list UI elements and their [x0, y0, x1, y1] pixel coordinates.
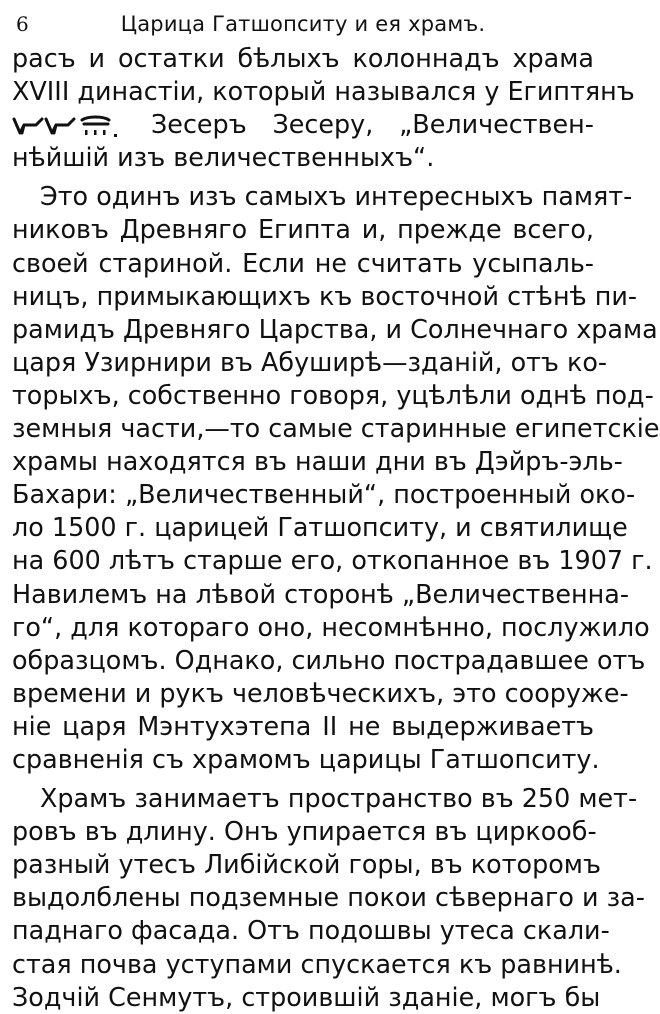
- page-number: 6: [16, 12, 29, 36]
- body-text: [12, 42, 660, 1014]
- page-header: [12, 0, 594, 42]
- text-line: Навилемъ на лѣвой сторонѣ „Величественна-: [12, 578, 630, 609]
- text-line: Зодчiй Сенмутъ, строившiй зданiе, могъ бы: [12, 981, 601, 1012]
- text-line: расъ и остатки бѣлыхъ колоннадъ храма: [12, 43, 594, 73]
- text-line: ницъ, примыкающихъ къ восточной стѣнѣ пи-: [12, 280, 638, 311]
- text-line-continuation: Зесеръ Зесеру, „Величествен-: [151, 109, 594, 140]
- paragraph-3: [12, 782, 645, 1014]
- text-line: Храмъ занимаетъ пространство въ 250 мет-: [40, 783, 638, 814]
- running-title: Царица Гатшопситу и ея храмъ.: [120, 12, 486, 36]
- text-line: торыхъ, собственно говоря, уцѣлѣли однѣ под-: [12, 379, 654, 410]
- text-line: царя Узирнири въ Абуширѣ—зданiй, отъ ко-: [12, 346, 608, 377]
- text-line: земныя части,—то самые старинные египетскiе: [12, 413, 660, 444]
- text-line: храмы находятся въ наши дни въ Дэйръ-эль-: [12, 446, 623, 477]
- text-line: ровъ въ длину. Онъ упирается въ циркооб-: [12, 816, 597, 847]
- text-line-with-hieroglyph: [12, 108, 594, 141]
- text-line: Бахари: „Величественный“, построенный око-: [12, 479, 636, 510]
- text-line: сравненiя съ храмомъ царицы Гатшопситу.: [12, 743, 600, 774]
- paragraph-1: [12, 42, 635, 174]
- text-line: выдолблены подземные покои сѣвернаго и за-: [12, 882, 645, 913]
- text-line: ло 1500 г. царицей Гатшопситу, и святилище: [12, 512, 628, 543]
- text-line: стая почва уступами спускается къ равнинѣ.: [12, 948, 622, 979]
- text-line: Это одинъ изъ самыхъ интересныхъ памят-: [40, 181, 633, 212]
- text-line: паднаго фасада. Отъ подошвы утеса скали-: [12, 915, 610, 946]
- text-line: нiе царя Мэнтухэтепа II не выдерживаетъ: [12, 710, 594, 741]
- hieroglyph-djeser-djeseru-icon: [12, 112, 147, 140]
- text-line: XVIII династiи, который назывался у Египтянъ: [12, 76, 635, 107]
- text-line: нѣйшiй изъ величественныхъ“.: [12, 142, 435, 173]
- text-line: на 600 лѣтъ старше его, откопанное въ 1907 г.: [12, 545, 653, 576]
- text-line: разный утесъ Либiйской горы, въ которомъ: [12, 849, 601, 880]
- paragraph-2: [12, 180, 660, 776]
- text-line: времени и рукъ человѣческихъ, это сооруже-: [12, 677, 629, 708]
- text-line: никовъ Древняго Египта и, прежде всего,: [12, 214, 594, 245]
- text-line: го“, для котораго оно, несомнѣнно, послужило: [12, 611, 650, 642]
- text-line: образцомъ. Однако, сильно пострадавшее отъ: [12, 644, 646, 675]
- text-line: рамидъ Древняго Царства, и Солнечнаго храма: [12, 313, 658, 344]
- text-line: своей стариной. Если не считать усыпаль-: [12, 247, 594, 278]
